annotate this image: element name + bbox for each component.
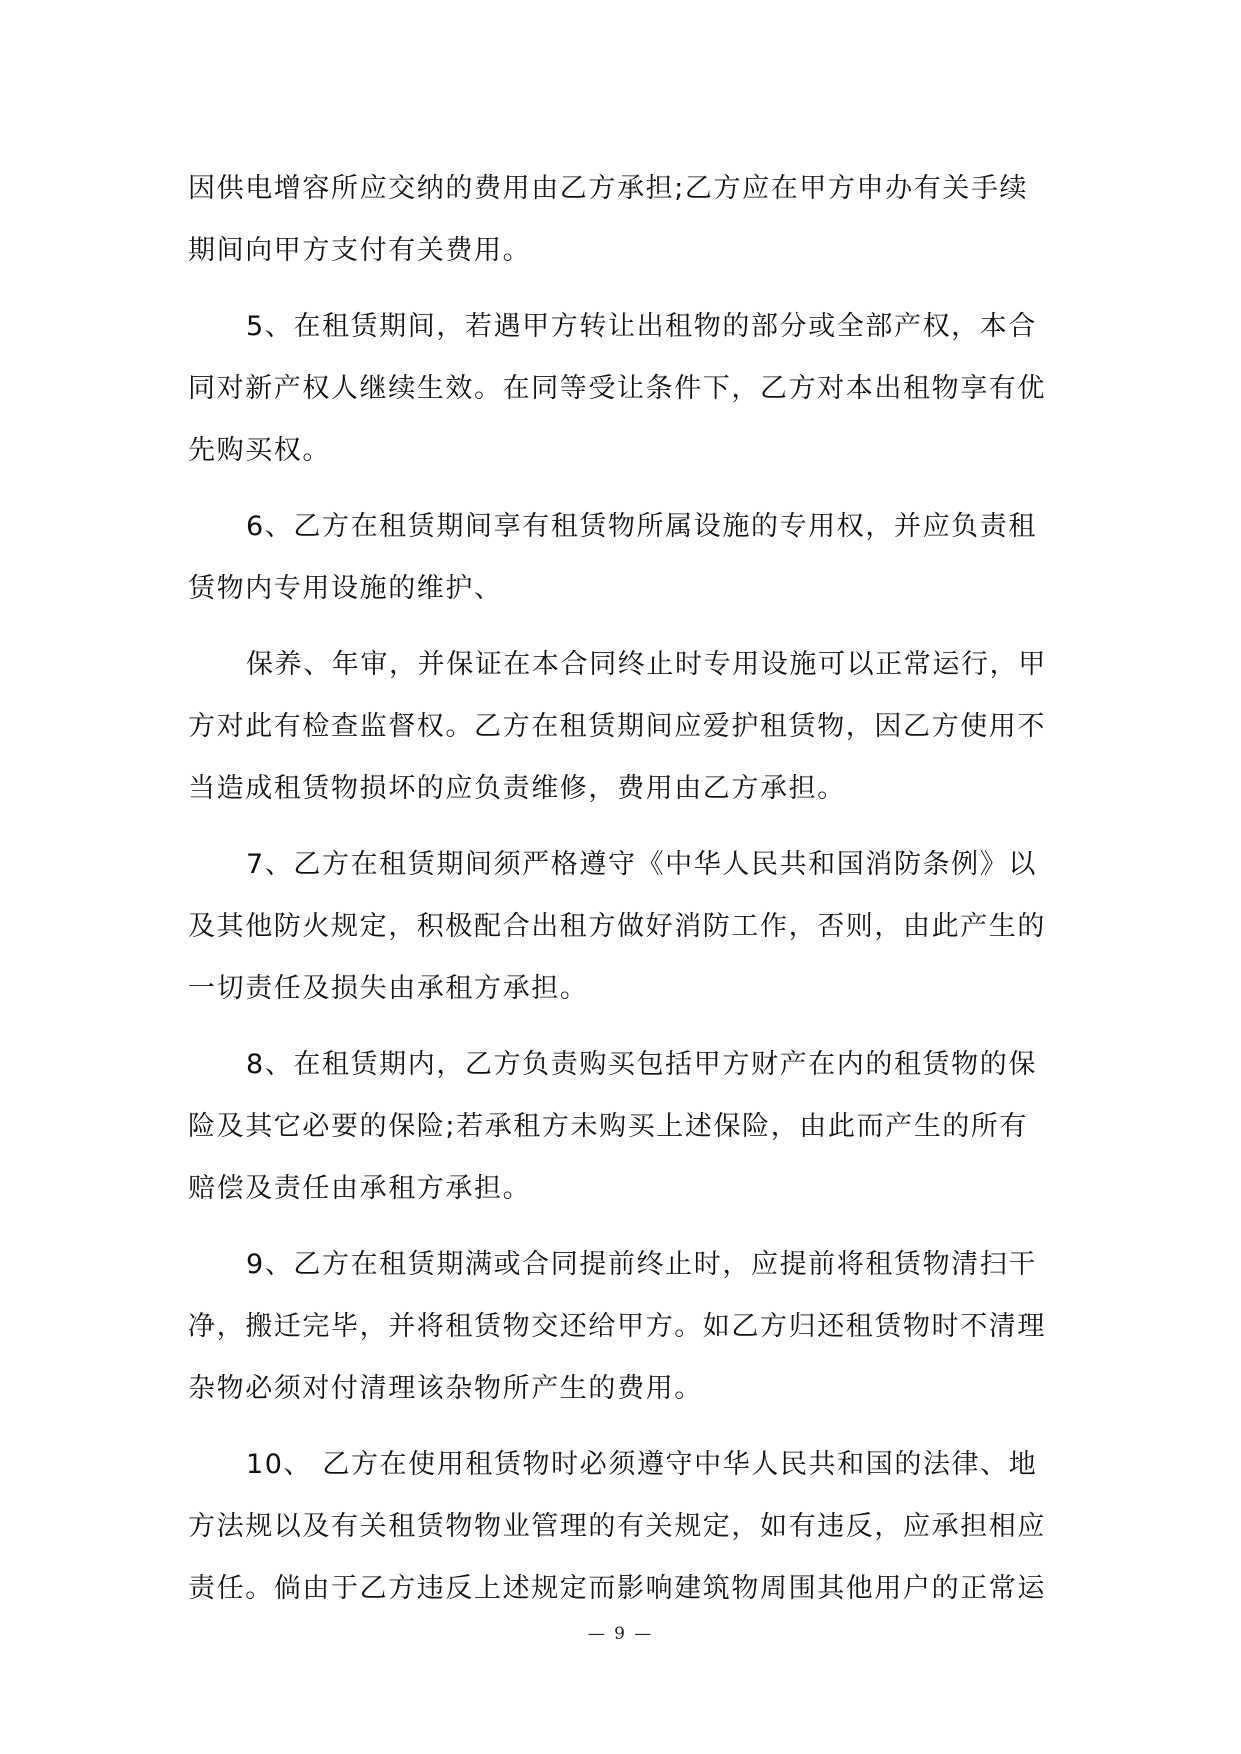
text-line: 赔偿及责任由承租方承担。: [188, 1173, 532, 1204]
text-line: 一切责任及损失由承租方承担。: [188, 973, 589, 1004]
text-line: 同对新产权人继续生效。在同等受让条件下，乙方对本出租物享有优: [188, 373, 1046, 404]
text-line: 9、乙方在租赁期满或合同提前终止时，应提前将租赁物清扫干: [246, 1249, 1037, 1280]
text-line: 赁物内专用设施的维护、: [188, 573, 503, 604]
text-line: 因供电增容所应交纳的费用由乙方承担;乙方应在甲方申办有关手续: [188, 173, 1029, 204]
text-line: 期间向甲方支付有关费用。: [188, 235, 532, 266]
paragraph: [188, 1034, 1050, 1220]
document-body: [188, 158, 1050, 1620]
text-line: 10、 乙方在使用租赁物时必须遵守中华人民共和国的法律、地: [246, 1449, 1038, 1480]
paragraph: [188, 496, 1050, 620]
text-line: 5、在租赁期间，若遇甲方转让出租物的部分或全部产权，本合: [246, 311, 1037, 342]
text-line: 方对此有检查监督权。乙方在租赁期间应爱护租赁物，因乙方使用不: [188, 711, 1046, 742]
text-line: 当造成租赁物损坏的应负责维修，费用由乙方承担。: [188, 773, 846, 804]
paragraph: [188, 1234, 1050, 1420]
paragraph: [188, 158, 1050, 282]
paragraph: [188, 296, 1050, 482]
text-line: 杂物必须对付清理该杂物所产生的费用。: [188, 1373, 703, 1404]
page-number: — 9 —: [587, 1624, 654, 1644]
paragraph: [188, 634, 1050, 820]
text-line: 险及其它必要的保险;若承租方未购买上述保险，由此而产生的所有: [188, 1111, 1029, 1142]
text-line: 6、乙方在租赁期间享有租赁物所属设施的专用权，并应负责租: [246, 511, 1037, 542]
paragraph: [188, 834, 1050, 1020]
text-line: 方法规以及有关租赁物物业管理的有关规定，如有违反，应承担相应: [188, 1511, 1046, 1542]
text-line: 及其他防火规定，积极配合出租方做好消防工作，否则，由此产生的: [188, 911, 1046, 942]
text-line: 净，搬迁完毕，并将租赁物交还给甲方。如乙方归还租赁物时不清理: [188, 1311, 1046, 1342]
text-line: 保养、年审，并保证在本合同终止时专用设施可以正常运行，甲: [246, 649, 1047, 680]
text-line: 7、乙方在租赁期间须严格遵守《中华人民共和国消防条例》以: [246, 849, 1037, 880]
text-line: 责任。倘由于乙方违反上述规定而影响建筑物周围其他用户的正常运: [188, 1573, 1046, 1604]
text-line: 先购买权。: [188, 435, 331, 466]
text-line: 8、在租赁期内，乙方负责购买包括甲方财产在内的租赁物的保: [246, 1049, 1037, 1080]
paragraph: [188, 1434, 1050, 1620]
